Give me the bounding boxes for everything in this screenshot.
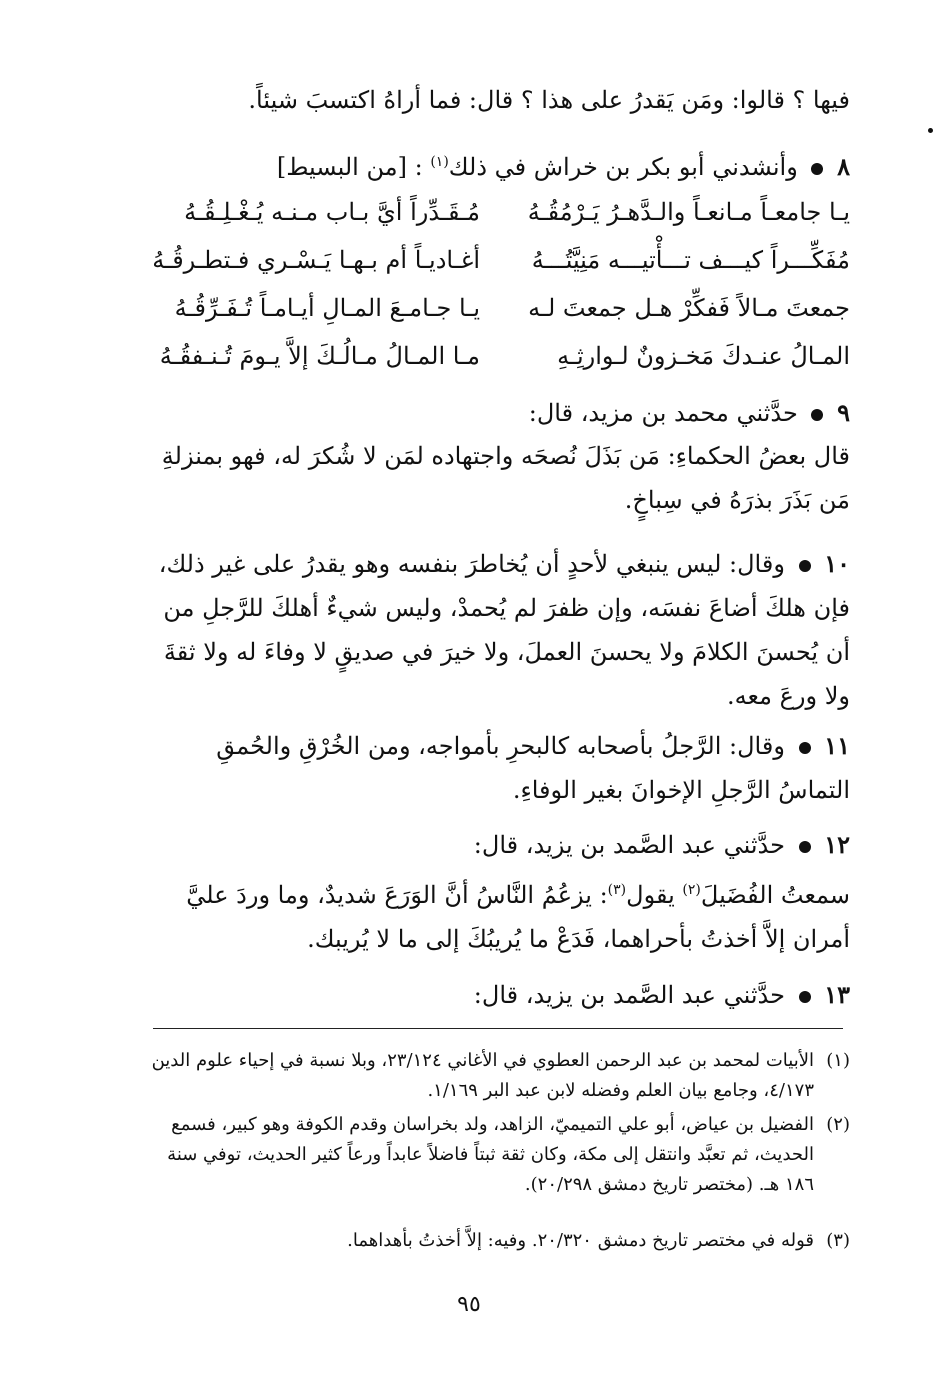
footnote-ref: (١) xyxy=(430,154,449,170)
verse-first-hemistich: المـالُ عنـدكَ مَخـزونٌ لـوارثِـهِ xyxy=(557,342,850,370)
continuation-line: فيها ؟ قالوا: ومَن يَقدرُ على هذا ؟ قال: فما أراهُ اكتسبَ شيئاً. xyxy=(248,86,850,114)
footnote-text: قوله في مختصر تاريخ دمشق ٢٠/٣٢٠. وفيه: إلاَّ أخذتُ بأهداهما. xyxy=(347,1230,814,1251)
meter-label: : [من البسيط] xyxy=(276,153,423,181)
item-text-b: يقول xyxy=(626,881,675,909)
item-text: وقال: ليس ينبغي لأحدٍ أن يُخاطرَ بنفسه وهو يقدرُ على غير ذلك، فإن هلكَ أضاعَ نفسَه، وإن ظفرَ لم يُحمدْ، وليس شيءٌ أهلكَ للرَّجلِ من أن يُحسنَ الكلامَ ولا يحسنَ العملَ، ولا خيرَ في صديقٍ لا وفاءَ له ولا ثقةَ ولا ورعَ معه. xyxy=(158,550,850,710)
item-number: ١٠ xyxy=(824,549,850,578)
item-12-text xyxy=(150,868,850,961)
footnote xyxy=(150,1226,850,1256)
item-text: وقال: الرَّجلُ بأصحابه كالبحرِ بأمواجه، ومن الخُرْقِ والحُمقِ التماسُ الرَّجلِ الإخوانَ بغير الوفاءِ. xyxy=(216,732,850,804)
bullet-icon xyxy=(799,841,811,853)
verse-second-hemistich: أغـاديـاً أم بـهـا يَـسْـري فـتطـرقُـهُ xyxy=(152,246,480,274)
item-10 xyxy=(150,542,850,718)
bullet-icon xyxy=(799,560,811,572)
page-number: ٩٥ xyxy=(457,1292,481,1317)
footnote-text: الأبيات لمحمد بن عبد الرحمن العطوي في الأغاني ٢٣/١٢٤، وبلا نسبة في إحياء علوم الدين ٤/١٧٣، وجامع بيان العلم وفضله لابن عبد البر ١/١٦٩. xyxy=(151,1050,814,1101)
verse-second-hemistich: مُـقَـدِّراً أيَّ بـاب مـنـه يُـغْـلِـقُـهُ xyxy=(184,198,480,226)
footnote xyxy=(150,1110,850,1200)
item-number: ١١ xyxy=(824,731,850,760)
verse-row xyxy=(150,198,850,246)
item-9-text: قال بعضُ الحكماءِ: مَن بَذَلَ نُصحَه واجتهاده لمَن لا شُكرَ له، فهو بمنزلةِ مَن بَذَرَ بذرَهُ في سِباخٍ. xyxy=(161,442,850,514)
bullet-icon xyxy=(811,409,823,421)
item-text-c: : يزعُمُ النَّاسُ أنَّ الوَرَعَ شديدٌ، وما وردَ عليَّ أمران إلاَّ أخذتُ بأحراهما، فَدَعْ ما يُريبُكَ إلى ما لا يُريبك. xyxy=(186,881,850,953)
item-8-heading xyxy=(150,152,850,181)
footnote-mark: (٢) xyxy=(826,1114,850,1135)
verse-row xyxy=(150,342,850,390)
item-number: ٨ xyxy=(837,152,850,181)
verse-first-hemistich: مُفَكِّـــراً كيـــف تـــأْتيـــه مَنِيَّتُـــهُ xyxy=(531,246,850,274)
verse-row xyxy=(150,246,850,294)
footnote xyxy=(150,1046,850,1106)
bullet-icon xyxy=(799,742,811,754)
margin-speck xyxy=(928,128,933,133)
verse-first-hemistich: جمعتَ مـالاً فَفكِّرْ هـل جمعتَ لـه xyxy=(528,294,850,322)
footnote-text: الفضيل بن عياض، أبو علي التميميّ، الزاهد، ولد بخراسان وقدم الكوفة وهو كبير، فسمع الحديث، ثم تعبَّد وانتقل إلى مكة، وكان ثقة ثبتاً فاضلاً عابداً ورعاً كثير الحديث، توفي سنة ١٨٦ هـ. (مختصر تاريخ دمشق ٢٠/٢٩٨). xyxy=(167,1114,814,1195)
item-12-heading xyxy=(150,830,850,859)
item-11 xyxy=(150,724,850,812)
footnote-divider xyxy=(153,1028,843,1029)
bullet-icon xyxy=(799,991,811,1003)
item-number: ١٣ xyxy=(824,980,850,1009)
item-intro: حدَّثني عبد الصَّمد بن يزيد، قال: xyxy=(473,981,785,1009)
footnote-mark: (١) xyxy=(826,1050,850,1071)
item-intro: حدَّثني عبد الصَّمد بن يزيد، قال: xyxy=(473,831,785,859)
footnote-mark: (٣) xyxy=(826,1230,850,1251)
item-text: وأنشدني أبو بكر بن خراش في ذلك xyxy=(448,153,798,181)
verse-second-hemistich: يـا جـامـعَ المـالِ أيـامـاً تُـفَـرِّقُـهُ xyxy=(174,294,480,322)
item-intro: حدَّثني محمد بن مزيد، قال: xyxy=(528,399,798,427)
verse-second-hemistich: مـا المـالُ مـالُـكَ إلاَّ يـومَ تُـنـفقُـهُ xyxy=(159,342,480,370)
verse-first-hemistich: يـا جامعـاً مـانعـاً والـدَّهـرُ يَـرْمُقُـهُ xyxy=(527,198,850,226)
item-number: ٩ xyxy=(837,398,850,427)
verse-row xyxy=(150,294,850,342)
footnote-ref: (٢) xyxy=(682,882,701,898)
item-13-heading xyxy=(150,980,850,1009)
footnote-ref: (٣) xyxy=(607,882,627,898)
item-number: ١٢ xyxy=(824,830,850,859)
item-text-a: سمعتُ الفُضَيلَ xyxy=(700,881,850,909)
item-9-heading xyxy=(150,398,850,427)
bullet-icon xyxy=(811,163,823,175)
